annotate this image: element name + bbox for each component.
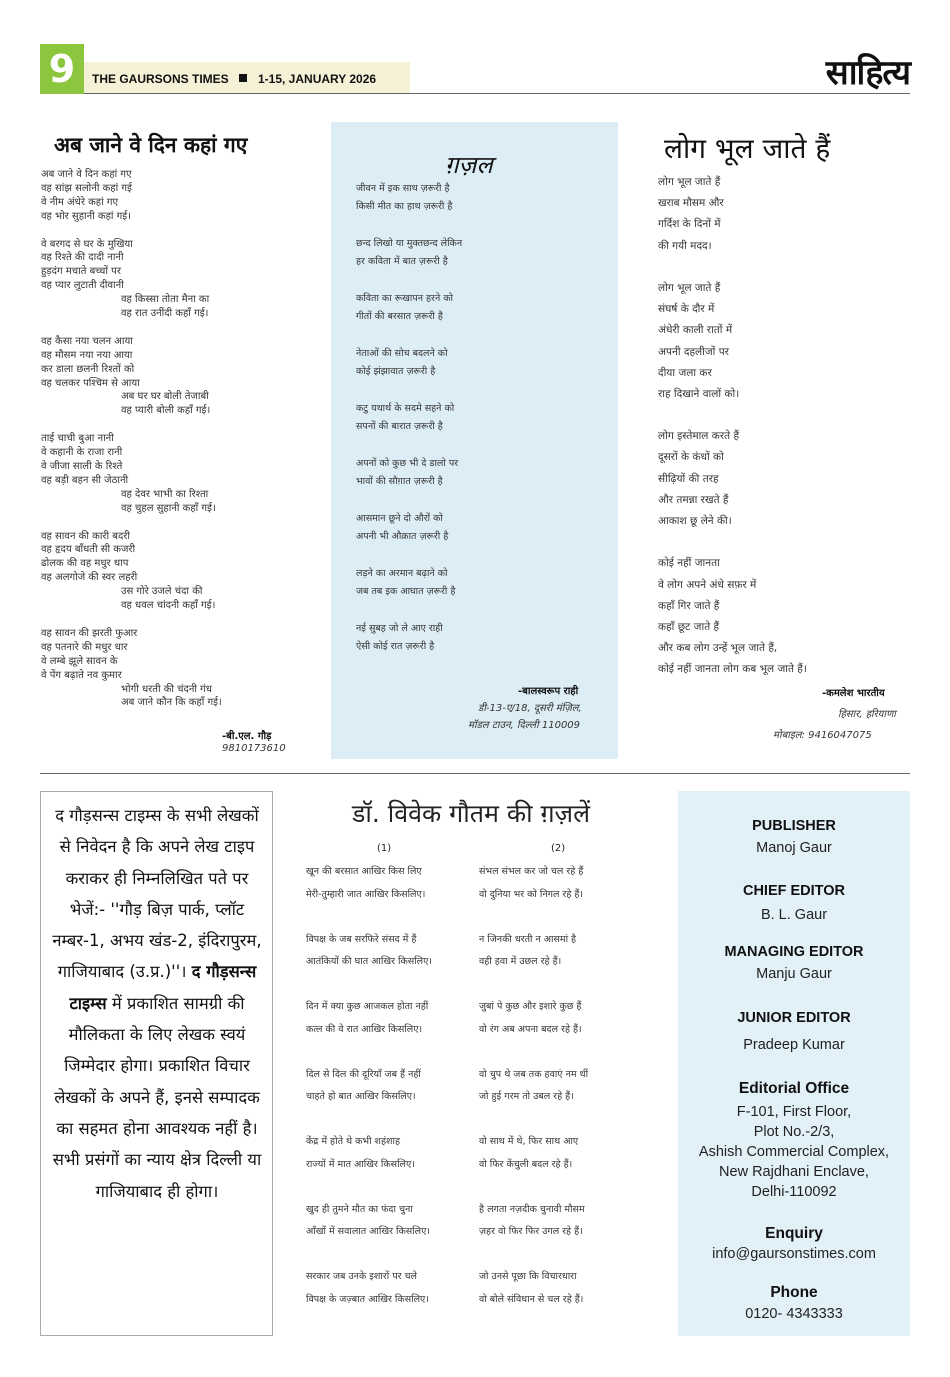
- poem1-title: अब जाने वे दिन कहां गए: [54, 133, 248, 157]
- vivek-line: वही हवा में उछल रहे हैं।: [479, 956, 562, 967]
- couplet-gap: [356, 271, 462, 290]
- vivek-line: जो हुई गरम तो उबल रहे हैं।: [479, 1091, 574, 1102]
- couplet-gap: [306, 1041, 432, 1064]
- stanza-gap: [41, 321, 222, 335]
- vivek-label-1: (1): [377, 843, 392, 854]
- section-divider: [40, 773, 910, 774]
- poem3-line: संघर्ष के दौर में: [658, 303, 715, 316]
- poem1-line: वह अलगोजे की स्वर लहरी: [41, 572, 138, 584]
- poem1-line: वे पेंग बढ़ाते नव कुमार: [41, 669, 122, 681]
- vivek-line: सरकार जब उनके इशारों पर चले: [306, 1271, 417, 1282]
- couplet-gap: [356, 546, 462, 565]
- phone-number: 0120- 4343333: [745, 1306, 843, 1322]
- poem1-line: वह रात उनींदी कहाँ गई।: [121, 308, 209, 320]
- ghazal-line: किसी मीत का हाथ ज़रूरी है: [356, 201, 453, 212]
- vivek-line: आतंकियों की घात आखिर किसलिए।: [306, 956, 432, 967]
- ghazal-line: लड़ने का अरमान बढ़ाने को: [356, 568, 448, 579]
- poem1-line: वह देवर भाभी का रिश्ता: [121, 488, 209, 500]
- ghazal-line: जब तब इक आघात ज़रूरी है: [356, 586, 456, 597]
- ghazal-line: सपनों की बारात ज़रूरी है: [356, 421, 443, 432]
- vivek-line: है लगता नज़दीक चुनावी मौसम: [479, 1203, 585, 1215]
- ghazal-line: जीवन में इक साथ ज़रूरी है: [356, 183, 450, 194]
- couplet-gap: [306, 974, 432, 997]
- chief-editor-heading: CHIEF EDITOR: [742, 883, 846, 899]
- poem3-line: सीढ़ियों की तरह: [658, 472, 719, 485]
- editorial-office-heading: Editorial Office: [738, 1080, 850, 1097]
- poem1-line: वह चुहल सुहानी कहाँ गई।: [121, 502, 216, 514]
- vivek-line: वो दुनिया भर को निगल रहे हैं।: [479, 888, 584, 900]
- poem1-line: वह सांझ सलोनी कहां गई: [41, 182, 132, 194]
- notice-bold: द गौड़सन्स टाइम्स: [69, 962, 257, 1013]
- poem1-line: वह हृदय बाँधती सी कजरी: [41, 544, 136, 556]
- managing-editor-heading: MANAGING EDITOR: [724, 944, 864, 960]
- poem3-city: हिसार, हरियाणा: [838, 709, 896, 720]
- poem1-line: वह किस्सा तोता मैना का: [121, 294, 210, 306]
- poem3-line: वे लोग अपने अंधे सफ़र में: [658, 578, 757, 591]
- poem3-line: अपनी दहलीजों पर: [658, 345, 729, 358]
- enquiry-heading: Enquiry: [765, 1225, 823, 1242]
- vivek-line: वो फिर केंचुली बदल रहे हैं।: [479, 1158, 573, 1170]
- poem1-line: वह चलकर पश्चिम से आया: [41, 377, 140, 389]
- issue-date: 1-15, JANUARY 2026: [258, 72, 377, 86]
- page-number: 9: [40, 44, 84, 94]
- vivek-ghazal-2: [479, 861, 588, 1311]
- vivek-line: आँखों में सवालात आखिर किसलिए।: [306, 1226, 430, 1237]
- poem1-line: ढोलक की वह मधुर थाप: [41, 558, 129, 570]
- poem3-author: -कमलेश भारतीय: [822, 688, 885, 699]
- poem1-line: अब घर घर बोली तेजाबी: [121, 391, 209, 403]
- ghazal-line: अपनी भी औक़ात ज़रूरी है: [356, 531, 449, 542]
- vivek-line: विपक्ष के जज़्बात आखिर किसलिए।: [306, 1293, 429, 1305]
- poem1-line: वह कैसा नया चलन आया: [41, 335, 133, 347]
- vivek-line: खून की बरसात आखिर किस लिए: [306, 866, 422, 877]
- vivek-label-2: (2): [551, 843, 566, 854]
- vivek-line: मेरी-तुम्हारी जात आखिर किसलिए।: [306, 888, 426, 900]
- enquiry-email: info@gaursonstimes.com: [712, 1246, 876, 1262]
- stanza-gap: [658, 405, 807, 426]
- ghazal-line: कटु यथार्थ के सदमे सहने को: [356, 403, 455, 414]
- poem3-line: लोग भूल जाते हैं: [658, 281, 721, 294]
- couplet-gap: [306, 1244, 432, 1267]
- poem1-line: हुड़दंग मचाते बच्चों पर: [41, 266, 121, 278]
- ghazal-line: हर कविता में बात ज़रूरी है: [356, 256, 448, 267]
- phone-heading: Phone: [770, 1284, 818, 1301]
- ghazal-body: [356, 180, 462, 656]
- couplet-gap: [479, 1244, 588, 1267]
- ghazal-line: भावों की सौग़ात ज़रूरी है: [356, 476, 443, 487]
- notice-text: [48, 800, 266, 1207]
- poem1-line: वह बड़ी बहन सी जेठानी: [41, 474, 129, 486]
- poem3-line: की गयी मदद।: [658, 239, 712, 252]
- couplet-gap: [479, 906, 588, 929]
- vivek-line: वो बोले संविधान से चल रहे हैं।: [479, 1293, 584, 1305]
- poem1-author: -बी.एल. गौड़: [222, 731, 272, 742]
- couplet-gap: [356, 381, 462, 400]
- ghazal-title: ग़ज़ल: [445, 151, 493, 179]
- poem1-line: वह सावन की झरती फुआर: [41, 627, 138, 639]
- poem1-line: वे नीम अंधेरे कहां गए: [41, 196, 119, 208]
- junior-editor-heading: JUNIOR EDITOR: [737, 1010, 851, 1026]
- vivek-line: केंद्र में होते थे कभी शहंशाह: [306, 1136, 401, 1147]
- poem1-line: वे लम्बे झूले सावन के: [41, 655, 118, 667]
- poem1-line: वह प्यारी बोली कहाँ गई।: [121, 405, 211, 417]
- vivek-line: जुबां पे कुछ और इशारे कुछ हैं: [479, 1001, 582, 1012]
- poem1-line: अब जाने वे दिन कहां गए: [41, 169, 132, 180]
- couplet-gap: [356, 491, 462, 510]
- poem1-phone: 9810173610: [222, 743, 286, 754]
- publisher-name: Manoj Gaur: [756, 840, 832, 856]
- poem1-body: [41, 168, 222, 710]
- couplet-gap: [306, 1109, 432, 1132]
- vivek-line: संभल संभल कर जो चल रहे हैं: [479, 866, 584, 877]
- notice-part1: द गौड़सन्स टाइम्स के सभी लेखकों से निवेदन है कि अपने लेख टाइप कराकर ही निम्नलिखित पते पर भेजें:- ''गौड़ बिज़ पार्क, प्लॉट नम्बर-1, अभय खंड-2, इंदिरापुरम, गाजियाबाद (उ.प्र.)''।: [52, 806, 262, 982]
- vivek-title: डॉ. विवेक गौतम की ग़ज़लें: [352, 799, 591, 828]
- stanza-gap: [41, 224, 222, 238]
- ghazal-line: कोई झंझावात ज़रूरी है: [356, 366, 436, 377]
- managing-editor-name: Manju Gaur: [756, 966, 832, 982]
- separator-square: [239, 74, 247, 82]
- poem3-line: राह दिखाने वालों को।: [658, 387, 740, 400]
- vivek-line: कत्ल की वे रात आखिर किसलिए।: [306, 1023, 423, 1035]
- office-line: Plot No.-2/3,: [753, 1124, 835, 1140]
- ghazal-line: ऐसी कोई रात ज़रूरी है: [356, 641, 435, 652]
- poem3-line: दीया जला कर: [658, 366, 712, 379]
- couplet-gap: [306, 1176, 432, 1199]
- ghazal-author: -बालस्वरूप राही: [518, 686, 579, 697]
- poem3-mobile: मोबाइल: 9416047075: [773, 730, 872, 741]
- poem1-line: वह रिश्ते की दादी नानी: [41, 252, 124, 264]
- stanza-gap: [41, 613, 222, 627]
- poem1-line: वे कहानी के राजा रानी: [41, 447, 123, 459]
- editorial-office-address: [678, 1102, 910, 1202]
- poem3-line: कोई नहीं जानता लोग कब भूल जाते हैं।: [658, 663, 807, 676]
- vivek-line: न जिनकी धरती न आसमां है: [479, 933, 577, 945]
- poem3-line: और तमन्ना रखते हैं: [658, 493, 729, 506]
- poem3-line: आकाश छू लेने की।: [658, 515, 732, 527]
- notice-part2: में प्रकाशित सामग्री की मौलिकता के लिए लेखक स्वयं जिम्मेदार होगा। प्रकाशित विचार लेखकों के अपने हैं, इनसे सम्पादक का सहमत होना आवश्यक नहीं है। सभी प्रसंगों का न्याय क्षेत्र दिल्ली या गाजियाबाद ही होगा।: [52, 993, 262, 1201]
- vivek-line: वो साथ में थे, फिर साथ आए: [479, 1136, 579, 1147]
- ghazal-line: कविता का रूखापन हरने को: [356, 293, 453, 304]
- section-title: साहित्य: [825, 53, 910, 93]
- couplet-gap: [356, 436, 462, 455]
- poem1-line: वह भोर सुहानी कहां गई।: [41, 210, 132, 222]
- vivek-line: जो उनसे पूछा कि विचारधारा: [479, 1271, 577, 1282]
- couplet-gap: [356, 326, 462, 345]
- office-line: Delhi-110092: [751, 1184, 837, 1200]
- poem3-line: लोग इस्तेमाल करते हैं: [658, 430, 740, 443]
- poem1-line: अब जाने कौन कि कहाँ गई।: [121, 697, 222, 709]
- couplet-gap: [356, 216, 462, 235]
- poem1-line: उस गोरे उजले चंदा की: [121, 586, 203, 598]
- stanza-gap: [658, 532, 807, 553]
- poem3-line: कोई नहीं जानता: [658, 557, 720, 570]
- publisher-heading: PUBLISHER: [752, 818, 836, 834]
- ghazal-address-2: मॉडल टाउन, दिल्ली 110009: [468, 720, 581, 731]
- poem1-line: वह पतनारे की मधुर धार: [41, 641, 128, 653]
- poem3-line: गर्दिश के दिनों में: [658, 218, 721, 231]
- poem1-line: वे जीजा साली के रिश्ते: [41, 461, 123, 473]
- vivek-line: चाहते हो बात आखिर किसलिए।: [306, 1091, 416, 1102]
- stanza-gap: [41, 516, 222, 530]
- poem1-line: भोगी धरती की चंदनी गंध: [121, 683, 212, 695]
- office-line: New Rajdhani Enclave,: [719, 1164, 869, 1180]
- poem1-line: वह प्यार लुटाती दीवानी: [41, 280, 124, 292]
- stanza-gap: [658, 257, 807, 278]
- poem1-line: वे बरगद से घर के मुखिया: [41, 238, 133, 250]
- ghazal-line: आसमान छूने दो औरों को: [356, 513, 443, 524]
- poem3-line: कहाँ गिर जाते हैं: [658, 599, 720, 612]
- couplet-gap: [479, 1176, 588, 1199]
- ghazal-address-1: डी-13-ए/18, दूसरी मंज़िल,: [478, 703, 582, 714]
- poem1-line: ताई चाची बुआ नानी: [41, 433, 114, 445]
- poem3-line: कहाँ छूट जाते हैं: [658, 620, 720, 633]
- header-rule: [84, 93, 910, 94]
- office-line: F-101, First Floor,: [736, 1104, 852, 1120]
- vivek-line: वो चुप थे जब तक हवाएं नम थीं: [479, 1068, 589, 1080]
- stanza-gap: [41, 418, 222, 432]
- poem3-line: दूसरों के कंधों को: [658, 451, 724, 464]
- vivek-line: दिन में क्या कुछ आजकल होता नहीं: [306, 1001, 429, 1012]
- poem3-title: लोग भूल जाते हैं: [664, 132, 831, 165]
- poem3-line: खराब मौसम और: [658, 197, 724, 210]
- office-line: Ashish Commercial Complex,: [698, 1144, 890, 1160]
- ghazal-line: अपनों को कुछ भी दे डालो पर: [356, 458, 459, 469]
- vivek-line: ज़हर वो फिर फिर उगल रहे हैं।: [479, 1226, 583, 1237]
- couplet-gap: [306, 906, 432, 929]
- couplet-gap: [479, 1041, 588, 1064]
- poem1-line: वह सावन की कारी बदरी: [41, 530, 130, 542]
- couplet-gap: [356, 601, 462, 620]
- poem3-line: लोग भूल जाते हैं: [658, 176, 721, 188]
- vivek-line: दिल से दिल की दूरियाँ जब हैं नहीं: [306, 1068, 421, 1080]
- ghazal-line: छन्द लिखो या मुक्तछन्द लेकिन: [356, 238, 463, 249]
- couplet-gap: [479, 974, 588, 997]
- vivek-line: वो रंग अब अपना बदल रहे हैं।: [479, 1023, 582, 1035]
- poem1-line: वह धवल चांदनी कहाँ गई।: [121, 600, 216, 612]
- poem3-body: [658, 172, 807, 681]
- paper-name: THE GAURSONS TIMES: [92, 72, 229, 86]
- vivek-line: खुद ही तुमने मौत का फंदा चुना: [306, 1203, 413, 1215]
- chief-editor-name: B. L. Gaur: [760, 907, 828, 923]
- vivek-line: राज्यों में मात आखिर किसलिए।: [306, 1158, 415, 1170]
- vivek-ghazal-1: [306, 861, 432, 1311]
- poem1-line: वह मौसम नया नया आया: [41, 349, 133, 361]
- ghazal-line: नेताओं की सोच बदलने को: [356, 348, 448, 359]
- poem1-line: कर डाला छलनी रिश्तों को: [41, 363, 135, 375]
- poem3-line: अंधेरी काली रातों में: [658, 324, 733, 337]
- couplet-gap: [479, 1109, 588, 1132]
- ghazal-line: नई सुबह जो ले आए राही: [356, 623, 443, 634]
- junior-editor-name: Pradeep Kumar: [743, 1037, 845, 1053]
- poem3-line: और कब लोग उन्हें भूल जाते हैं,: [658, 642, 778, 655]
- vivek-line: विपक्ष के जब सरफिरे संसद में हैं: [306, 933, 417, 945]
- ghazal-line: गीतों की बरसात ज़रूरी है: [356, 311, 443, 322]
